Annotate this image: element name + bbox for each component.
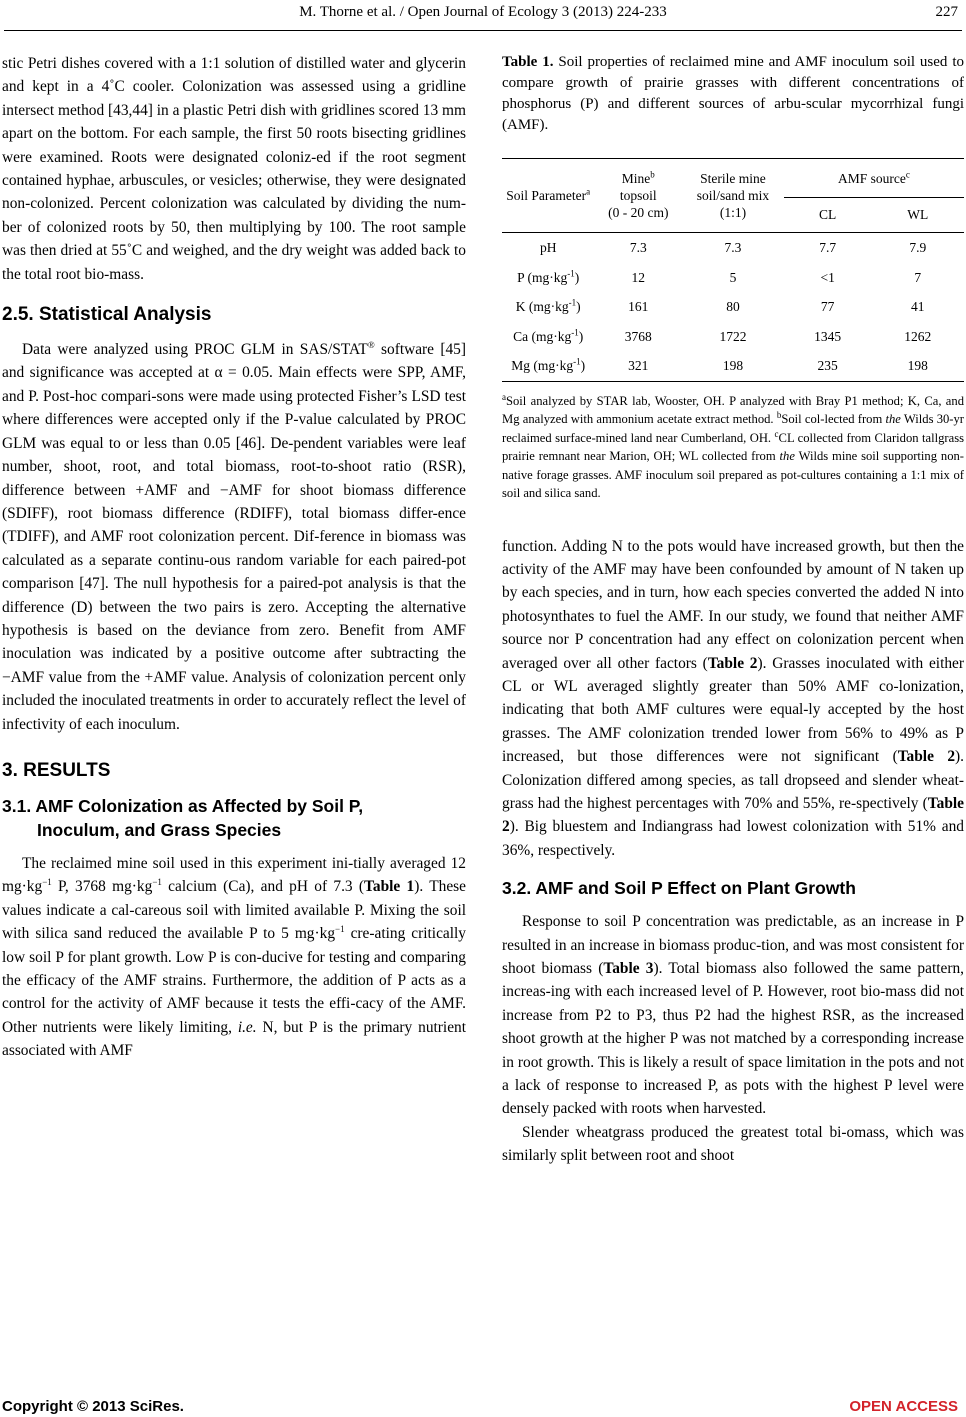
running-title: M. Thorne et al. / Open Journal of Ecology 3 (2013) 224-233 <box>299 4 667 20</box>
paragraph-soil-results: The reclaimed mine soil used in this experiment ini-tially averaged 12 $mg\cdot kg^{-1}$ P, 3768 $mg\cdot kg^{-1}$ calcium (Ca), and pH of 7.3 (Table 1). These values indicate a cal-careous soil with limited available P. Mixing the soil with silica sand reduced the available P to 5 $mg\cdot kg^{-1}$ cre-ating critically low soil P for plant growth. Low P is con-ducive for testing and comparing the efficacy of the AMF strains. Furthermore, the addition of P acts as a control for the activity of AMF because it tests the effi-cacy of the AMF. Other nutrients were likely limiting, i.e. N, but P is the primary nutrient associated with AMF <box>2 854 466 1060</box>
col-header-amf-source: AMF source$^c$ <box>784 159 964 198</box>
right-column <box>502 52 964 1168</box>
section-heading-statistical-analysis: 2.5. Statistical Analysis <box>2 304 212 326</box>
left-column <box>2 52 466 1063</box>
subsection-heading-plant-growth: 3.2. AMF and Soil P Effect on Plant Growth <box>502 878 856 899</box>
col-header-sterile-mix: Sterile mine soil/sand mix (1:1) <box>696 171 770 220</box>
table-row: pH 7.3 7.3 7.7 7.9 <box>539 240 927 256</box>
paragraph-colonization: function. Adding N to the pots would have increased growth, but then the activity of the AMF may have been confounded by amount of N taken up by each species, and in turn, how each species converted the added N into photosynthates to fuel the AMF. In our study, we found that neither AMF source nor P concentration had any effect on colonization percent when averaged over all other factors (Table 2). Grasses inoculated with either CL or WL averaged slightly greater than 50% AMF co-lonization, indicating that both AMF cultures were equal-ly accepted by the host grasses. The AMF colonization trended lower from 56% to 49% as P increased, but those differences were not significant (Table 2). Colonization differed among species, as tall dropseed and slender wheat-grass had the highest percentages with 70% and 55%, re-spectively (Table 2). Big bluestem and Indiangrass had lowest colonization with 51% and 36%, respectively. <box>502 537 965 859</box>
section-heading-results: 3. RESULTS <box>2 759 111 781</box>
open-access-label: OPEN ACCESS <box>849 1398 958 1415</box>
table1-footnote: $^a$Soil analyzed by STAR lab, Wooster, OH. P analyzed with Bray P1 method; K, Ca, and Mg analyzed with ammonium acetate extract method. $^b$Soil col-lected from the Wilds 30-yr reclaimed surface-mined land near Cumberland, OH. $^c$CL collected from Claridon tallgrass prairie remnant near Marion, OH; WL collected from the Wilds mine soil supporting non-native forage grasses. AMF inoculum soil prepared as pot-cultures containing a 1:1 mix of soil and silica sand. <box>502 391 964 500</box>
col-header-soil-parameter: Soil Parameter$^a$ <box>506 186 591 203</box>
table-row: K $(mg\cdot kg^{-1})$ 161 80 77 41 <box>515 297 925 315</box>
col-header-wl: WL <box>907 207 929 223</box>
table-row: P $(mg\cdot kg^{-1})$ 12 5 <1 7 <box>517 268 922 285</box>
copyright: Copyright © 2013 SciRes. <box>2 1398 184 1415</box>
table-row: Ca $(mg\cdot kg^{-1})$ 3768 1722 1345 1262 <box>513 327 932 344</box>
table-row: Mg $(mg\cdot kg^{-1})$ 321 198 235 198 <box>511 356 928 374</box>
paragraph-methods-end: stic Petri dishes covered with a 1:1 solution of distilled water and glycerin and kept in a 4˚C cooler. Colonization was assessed using a gridline intersect method [43,44] in a plastic Petri dish with gridlines scored 13 mm apart on the bottom. For each sample, the first 50 roots bisecting gridlines were examined. Roots were designated coloniz-ed if the root segment contained hyphae, arbuscules, or vesicles; otherwise, they were designated non-colonized. Percent colonization was calculated by dividing the num-ber of colonized roots by 50, then multiplying by 100. The root sample was then dried at 55˚C and weighed, and the dry weight was added back to the total root bio-mass. <box>2 55 466 283</box>
paragraph-p-response: Response to soil P concentration was predictable, as an increase in P resulted in an increase in biomass produc-tion, and was most consistent for shoot biomass (Table 3). Total biomass also followed the same pattern, increas-ing with each increased level of P. However, root bio-mass did not increase from P2 to P3, thus P2 had the highest RSR, as the increased shoot growth at the higher P was not matched by a corresponding increase in root growth. This is likely a result of space limitation in the pots and not a lack of response to increased P, as pots with the highest P level were densely packed with roots when harvested. <box>502 913 965 1118</box>
page-number: 227 <box>935 4 958 20</box>
table1-reference: Table 1 <box>364 878 415 896</box>
subsection-heading-colonization: 3.1. AMF Colonization as Affected by Soil P, Inoculum, and Grass Species <box>2 795 364 840</box>
paragraph-statistics: Data were analyzed using PROC GLM in SAS/STAT® software [45] and significance was accepted at α = 0.05. Main effects were SPP, AMF, and P. Post-hoc compari-sons were made using protected Fisher’s LSD test where differences were accepted only if the P-value calculated by PROC GLM was equal to or less than 0.05 [46]. De-pendent variables were leaf number, shoot, root, and total biomass, root-to-shoot ratio (RSR), difference between +AMF and −AMF for shoot biomass difference (SDIFF), root biomass difference (RDIFF), total biomass differ-ence (TDIFF), and AMF root colonization percent. Dif-ference in biomass was calculated as a separate continu-ous random variable for each paired-pot comparison [47]. The null hypothesis for a paired-pot analysis is that the difference (D) between the two pairs is zero. Accepting the alternative hypothesis is based on the deviance from zero. Benefit from AMF inoculation was indicated by a positive outcome after subtracting the −AMF value from the +AMF value. Analysis of colonization percent only included the inoculated treatments in order to accurately reflect the level of infectivity of each inoculum. <box>2 339 466 733</box>
col-header-cl: CL <box>819 207 837 223</box>
col-header-mine-topsoil: Mine$^b$ topsoil (0 - 20 cm) <box>608 169 669 220</box>
table1 <box>502 158 964 382</box>
paragraph-wheatgrass: Slender wheatgrass produced the greatest total bi-omass, which was similarly split between root and shoot <box>502 1123 964 1165</box>
table1-caption: Table 1. Soil properties of reclaimed mine and AMF inoculum soil used to compare growth of prairie grasses with different concentrations of phosphorus (P) and different sources of arbu-scular mycorrhizal fungi (AMF). <box>502 54 965 133</box>
header-rule <box>4 30 962 31</box>
